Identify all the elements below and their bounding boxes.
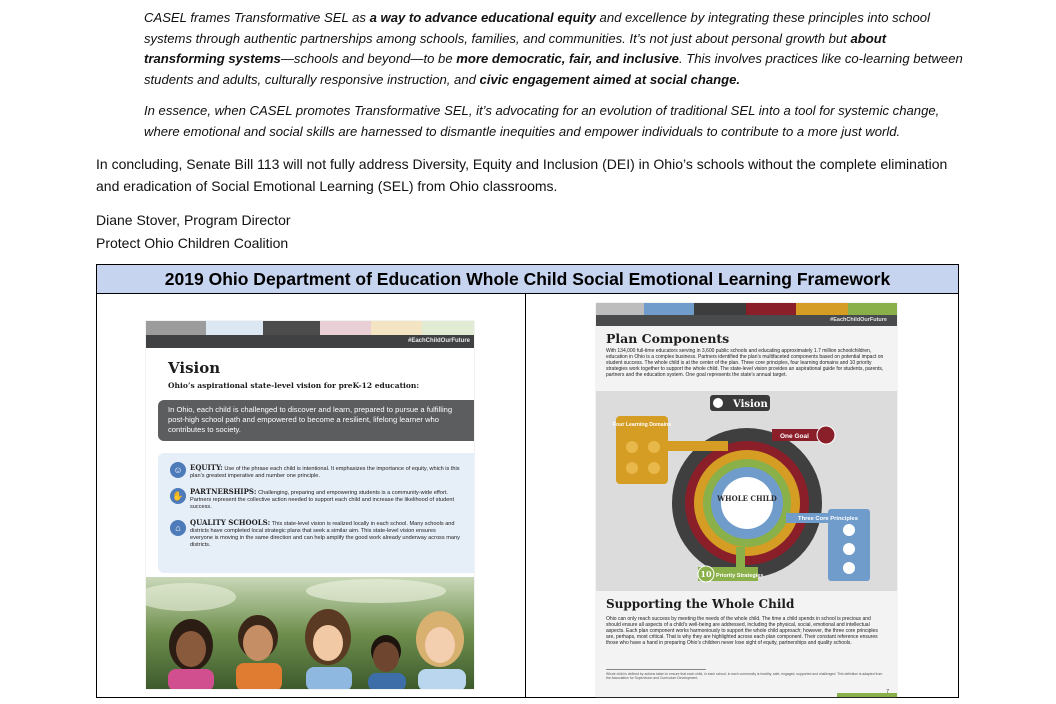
table-column-divider — [525, 293, 526, 697]
plan-components-page-image — [596, 303, 897, 697]
quote-paragraph-2: In essence, when CASEL promotes Transformative SEL, it’s advocating for an evolution of traditional SEL into a tool for systemic change, where emotional and social skills are harnessed to dismantle inequities and empower individuals to contribute to a more just world. — [144, 103, 940, 139]
principle-text: Use of the phrase each child is intentional. It emphasizes the importance of equity, which is this plan’s greatest imperative and number one principle. — [190, 466, 460, 479]
color-strip — [746, 303, 796, 315]
plan-components-intro: With 134,000 full-time educators serving in 3,600 public schools and educating approximately 1.7 million schoolchildren, education in Ohio is a complex business. Partners identified the plan’s multifaceted components based on potential impact on student success. The whole child is at the center of the plan. Three core principles, four learning domains and 10 priority strategies work together to support the whole child. The state-level vision provides an aspirational guide for students, parents, partners and the education system. One goal represents the state’s annual target. — [606, 348, 884, 379]
color-strip — [848, 303, 897, 315]
color-strip — [422, 321, 474, 335]
page-number: 7 — [886, 689, 889, 695]
principle-item — [190, 464, 460, 480]
quote-emphasis: more democratic, fair, and inclusive — [456, 51, 679, 66]
principle-text: Challenging, preparing and empowering students is a community-wide effort. Partners represent the collective action needed to support each child and increase the likelihood of student success. — [190, 490, 455, 510]
equity-icon: ☺ — [170, 462, 186, 478]
plan-components-title: Plan Components — [606, 331, 730, 346]
vision-statement: In Ohio, each child is challenged to discover and learn, prepared to pursue a fulfilling post-high school path and empowered to become a resilient, lifelong learner who contributes to society. — [158, 400, 474, 441]
footnote-rule — [606, 669, 706, 670]
four-domains-label: Four Learning Domains — [612, 422, 672, 428]
children-photo — [146, 577, 474, 689]
hashtag: #EachChildOurFuture — [830, 317, 887, 323]
color-strip — [694, 303, 746, 315]
principle-label: QUALITY SCHOOLS: — [190, 518, 271, 527]
priority-strategies-label: Priority Strategies — [716, 573, 764, 579]
hashtag-bar — [146, 335, 474, 348]
principle-label: EQUITY: — [190, 463, 223, 472]
core-principles-label: Three Core Principles — [798, 516, 858, 522]
vision-subtitle: Ohio’s aspirational state-level vision for preK-12 education: — [168, 381, 420, 390]
quote-text: CASEL frames Transformative SEL as — [144, 10, 370, 25]
child-figure — [168, 619, 214, 689]
child-figure — [416, 611, 466, 689]
handshake-icon: ✋ — [170, 488, 186, 504]
whole-child-label: WHOLE CHILD — [717, 494, 777, 503]
quote-paragraph-1 — [144, 8, 966, 90]
conclusion-paragraph: In concluding, Senate Bill 113 will not fully address Diversity, Equity and Inclusion (DEI) in Ohio’s schools without the complete elimination and eradication of Social Emotional Learning (SEL) from Ohio classrooms. — [96, 156, 948, 194]
footnote: Whole child is defined by actions taken to ensure that each child, in each school, in each community is healthy, safe, engaged, supported and challenged. This definition is adapted from the Association for Supervision and Curriculum Development. — [606, 672, 883, 681]
color-strip — [371, 321, 422, 335]
signature-organization: Protect Ohio Children Coalition — [96, 235, 289, 251]
color-strip — [796, 303, 848, 315]
color-strip — [320, 321, 371, 335]
vision-page-image — [146, 321, 474, 689]
one-goal-label: One Goal — [780, 433, 809, 440]
school-icon: ⌂ — [170, 520, 186, 536]
supporting-whole-child-title: Supporting the Whole Child — [606, 597, 795, 611]
color-strip — [146, 321, 206, 335]
signature-name: Diane Stover, Program Director — [96, 212, 291, 228]
quote-emphasis: civic engagement aimed at social change. — [479, 71, 741, 87]
quote-emphasis: a way to advance educational equity — [369, 10, 596, 25]
whole-child-diagram — [596, 391, 897, 591]
principle-item — [190, 488, 460, 511]
color-strip — [596, 303, 644, 315]
principle-label: PARTNERSHIPS: — [190, 487, 257, 496]
vision-label: Vision — [733, 399, 768, 410]
ten-label: 10 — [700, 569, 712, 579]
child-figure — [305, 609, 352, 689]
quote-text: . This involves practices like co-learning between students and adults, culturally responsive instruction, and — [144, 51, 963, 87]
framework-heading: 2019 Ohio Department of Education Whole Child Social Emotional Learning Framework — [97, 265, 958, 294]
vision-title: Vision — [168, 359, 221, 377]
color-strip — [206, 321, 263, 335]
principle-item — [190, 519, 460, 549]
hashtag: #EachChildOurFuture — [407, 338, 470, 344]
quote-text: —schools and beyond—to be — [280, 51, 457, 66]
color-strip — [644, 303, 694, 315]
principle-text: This state-level vision is realized locally in each school. Many schools and districts have completed local strategic plans that seek a similar aim. This state-level vision ensures everyone is moving in the same direction and can help amplify the good work already underway across many districts. — [190, 521, 460, 548]
quote-text: and excellence by integrating these principles into school systems through authentic partnerships among schools, families, and communities. It’s not just about personal growth but — [144, 10, 931, 46]
supporting-whole-child-body: Ohio can only reach success by meeting the needs of the whole child. The time a child spends in school is precious and should ensure all aspects of a child’s well-being are addressed, including the physical, social, emotional and intellectual aspects. Each plan component works harmoniously to support the whole child approach; however, the three core principles are, perhaps, most critical. That is why they are highlighted across each plan component. Their constant reference ensures those who have a hand in preparing Ohio’s children never lose sight of equity, partnerships and quality schools. — [606, 616, 878, 647]
hashtag-bar — [596, 315, 897, 326]
quote-emphasis: about transforming systems — [144, 30, 887, 66]
color-strip — [263, 321, 320, 335]
